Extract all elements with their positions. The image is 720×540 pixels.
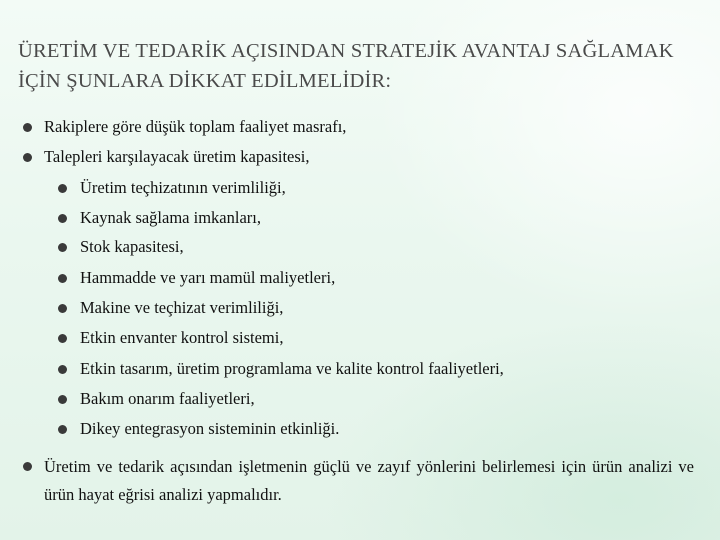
closing-paragraph: Üretim ve tedarik açısından işletmenin güçlü ve zayıf yönlerini belirlemesi için ürün analizi ve ürün hayat eğrisi analizi yapmalıdır. bbox=[44, 457, 694, 504]
bullet-text: Rakiplere göre düşük toplam faaliyet masrafı, bbox=[44, 117, 347, 136]
bullet-dot-icon bbox=[58, 243, 67, 252]
bullet-dot-icon bbox=[58, 425, 67, 434]
sub-bullet-text: Etkin envanter kontrol sistemi, bbox=[80, 328, 284, 347]
bullet-dot-icon bbox=[23, 153, 32, 162]
sub-bullet-text: Dikey entegrasyon sisteminin etkinliği. bbox=[80, 419, 340, 438]
sub-bullet-text: Kaynak sağlama imkanları, bbox=[80, 208, 261, 227]
bullet-dot-icon bbox=[58, 365, 67, 374]
bullet-dot-icon bbox=[58, 274, 67, 283]
sub-bullet-text: Üretim teçhizatının verimliliği, bbox=[80, 178, 286, 197]
sub-bullet-text: Bakım onarım faaliyetleri, bbox=[80, 389, 255, 408]
bullet-text: Talepleri karşılayacak üretim kapasitesi, bbox=[44, 147, 310, 166]
bullet-dot-icon bbox=[58, 334, 67, 343]
bullet-dot-icon bbox=[58, 214, 67, 223]
bullet-dot-icon bbox=[58, 304, 67, 313]
sub-bullet-text: Stok kapasitesi, bbox=[80, 237, 184, 256]
slide-title: ÜRETİM VE TEDARİK AÇISINDAN STRATEJİK AVANTAJ SAĞLAMAK İÇİN ŞUNLARA DİKKAT EDİLMELİDİR: bbox=[18, 40, 674, 92]
bullet-dot-icon bbox=[23, 462, 32, 471]
sub-bullet-text: Etkin tasarım, üretim programlama ve kalite kontrol faaliyetleri, bbox=[80, 359, 504, 378]
bullet-dot-icon bbox=[58, 395, 67, 404]
bullet-dot-icon bbox=[58, 184, 67, 193]
sub-bullet-text: Makine ve teçhizat verimliliği, bbox=[80, 298, 284, 317]
sub-bullet-text: Hammadde ve yarı mamül maliyetleri, bbox=[80, 268, 336, 287]
bullet-dot-icon bbox=[23, 123, 32, 132]
